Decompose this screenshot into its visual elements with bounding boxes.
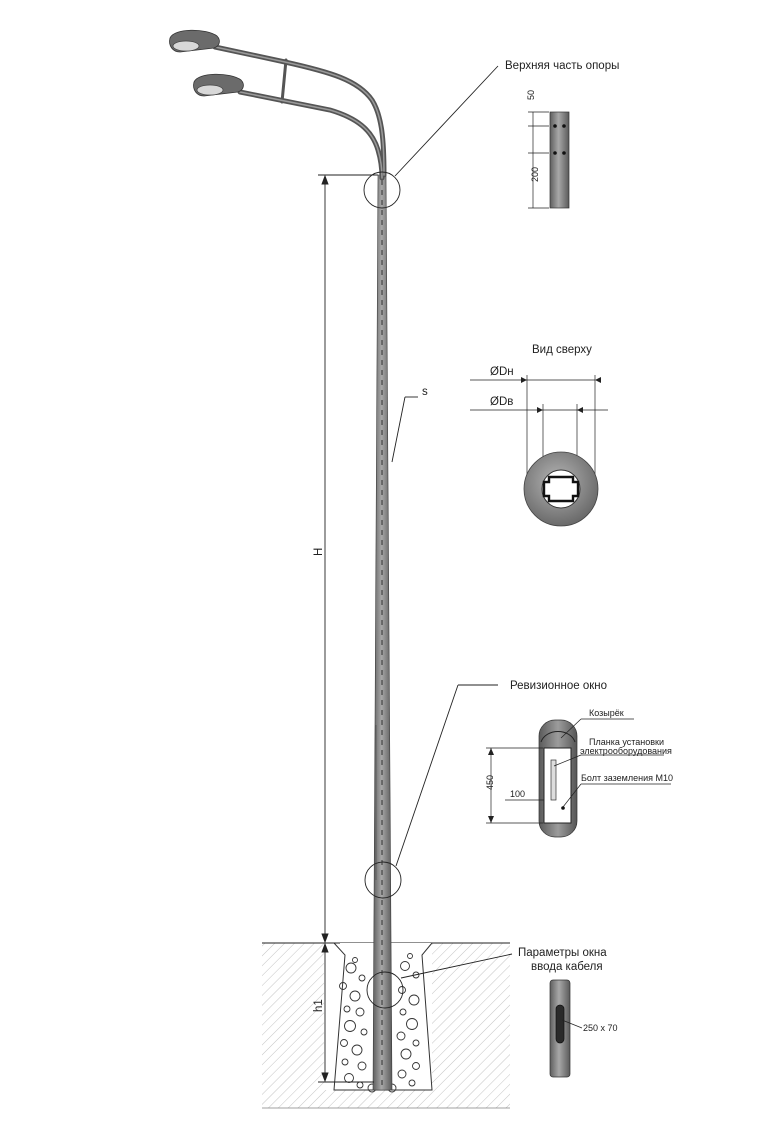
- dim-top-spacing: 50: [526, 89, 536, 100]
- cable-window-title-line2: ввода кабеля: [531, 961, 603, 973]
- inner-diameter-label: ØDв: [490, 396, 514, 408]
- cable-window-size: 250 x 70: [583, 1023, 618, 1033]
- cable-window-detail: [550, 980, 582, 1077]
- bracket-arms: [215, 47, 384, 178]
- mount-plate-label-line1: Планка установки: [589, 737, 664, 747]
- pole-shaft: [373, 175, 392, 1090]
- dim-window-width: 100: [510, 789, 526, 799]
- outer-diameter-label: ØDн: [490, 366, 514, 378]
- dim-top-offset: 200: [530, 166, 540, 182]
- luminaire-upper: [170, 30, 220, 52]
- top-part-detail: [528, 112, 569, 208]
- dim-window-height: 450: [485, 774, 495, 790]
- top-view-title: Вид сверху: [532, 344, 592, 356]
- visor-label: Козырёк: [589, 708, 624, 718]
- mount-plate-label-line2: электрооборудования: [580, 746, 672, 756]
- ground-bolt-label: Болт заземления М10: [581, 773, 673, 783]
- inspection-window-title: Ревизионное окно: [510, 680, 608, 692]
- height-label: H: [313, 547, 325, 556]
- cable-window-title-line1: Параметры окна: [518, 947, 607, 959]
- top-part-title: Верхняя часть опоры: [505, 60, 620, 72]
- luminaire-lower: [194, 74, 244, 96]
- wall-thickness-label: s: [422, 386, 428, 398]
- depth-label: h1: [313, 999, 325, 1012]
